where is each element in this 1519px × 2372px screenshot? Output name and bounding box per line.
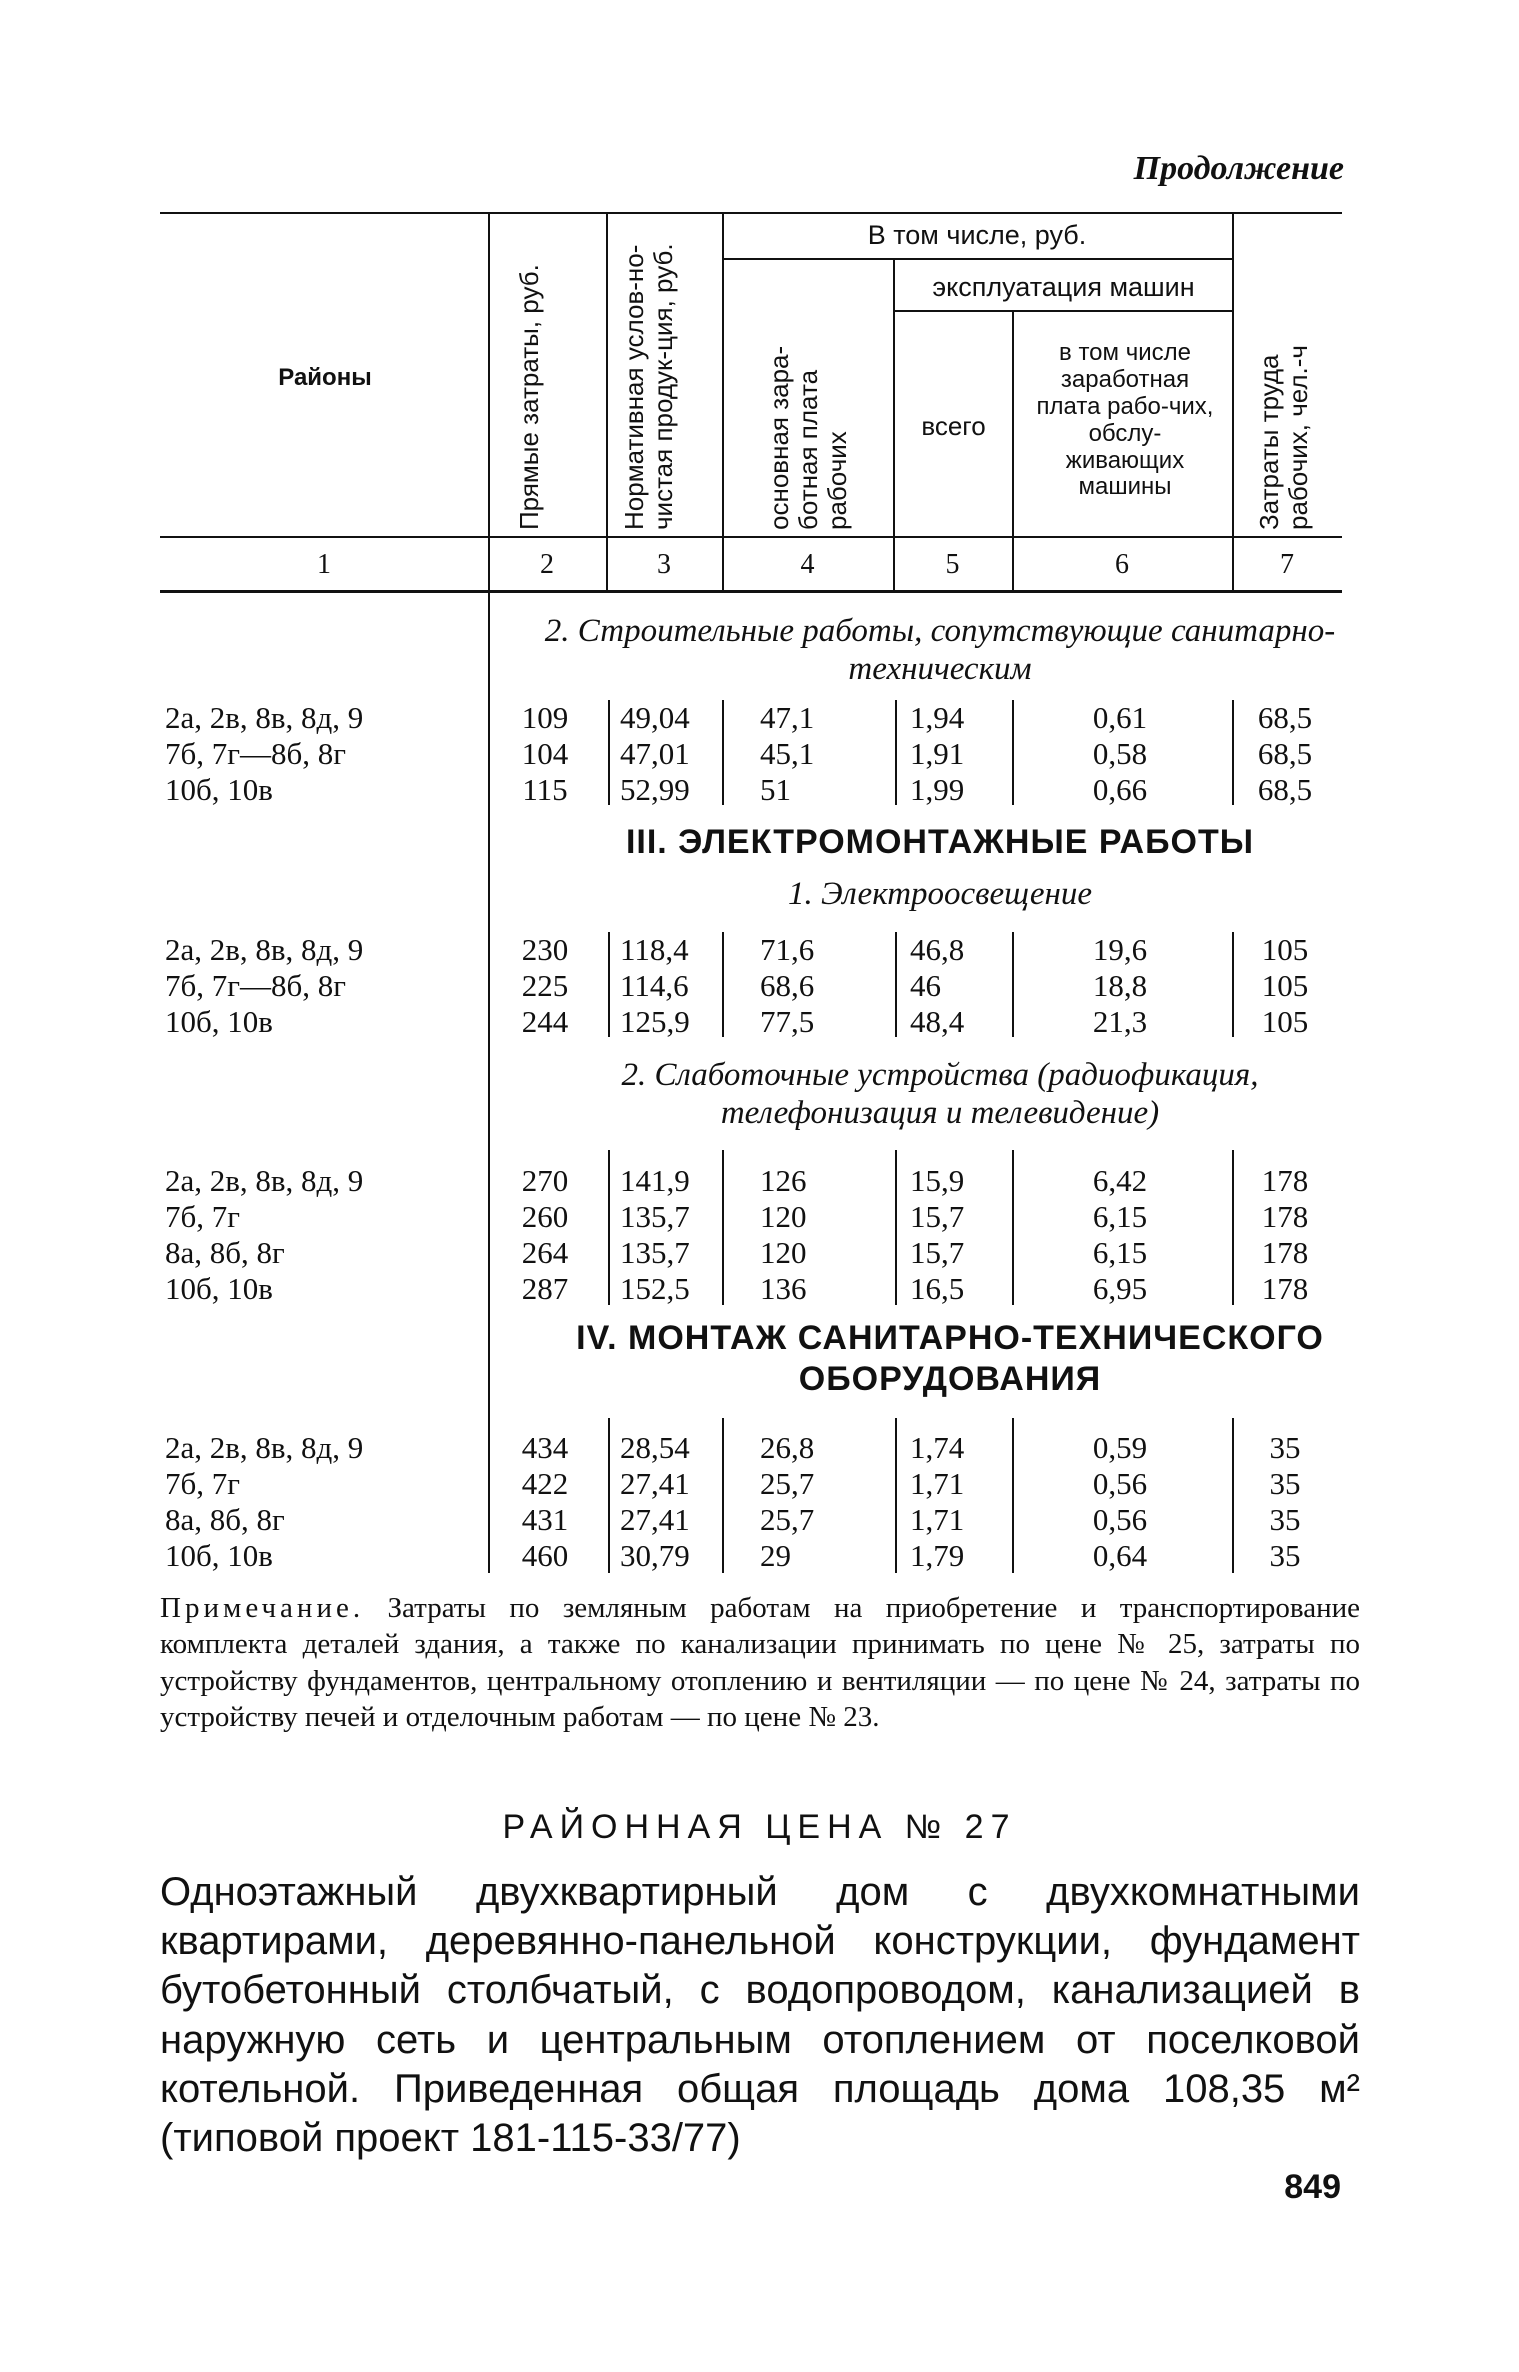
table-row: 8а, 8б, 8г 264 135,7 120 15,7 6,15 178	[165, 1235, 1309, 1270]
row-divider	[1012, 1150, 1014, 1305]
page-number: 849	[1284, 2168, 1341, 2206]
table-row: 7б, 7г 260 135,7 120 15,7 6,15 178	[165, 1199, 1309, 1234]
row-divider	[608, 1418, 610, 1573]
continuation-label: Продолжение	[1133, 150, 1344, 187]
section-rows	[0, 700, 1519, 808]
section-heading: III. ЭЛЕКТРОМОНТАЖНЫЕ РАБОТЫ	[625, 823, 1255, 861]
machine-rule	[895, 310, 1232, 312]
row-divider	[722, 700, 724, 805]
header-bottom-rule	[160, 536, 1342, 538]
table-row: 10б, 10в 115 52,99 51 1,99 0,66 68,5	[165, 772, 1313, 807]
colnum-5: 5	[945, 549, 960, 580]
note-text: Затраты по земляным работам на приобретение и транспортирование комплекта деталей здания, а также по канализации принимать по цене № 25, затраты по устройству фундаментов, центральному отоплению и вентиляции — по цене № 24, затраты по устройству печей и отделочным работам — по цене № 23.	[160, 1592, 1360, 1733]
row-divider	[895, 1418, 897, 1573]
building-description: Одноэтажный двухквартирный дом с двухкомнатными квартирами, деревянно-панельной конструкции, фундамент бутобетонный столбчатый, с водопроводом, канализацией в наружную сеть и центральным отоплением от поселковой котельной. Приведенная общая площадь дома 108,35 м² (типовой проект 181-115-33/77)	[160, 1870, 1360, 2160]
col-divider-3	[722, 212, 724, 592]
colnum-7: 7	[1280, 549, 1294, 580]
table-row: 2а, 2в, 8в, 8д, 9 434 28,54 26,8 1,74 0,59 35	[165, 1430, 1301, 1465]
header-direct-costs: Прямые затраты, руб.	[514, 264, 544, 530]
row-divider	[1012, 1418, 1014, 1573]
table-row: 2а, 2в, 8в, 8д, 9 270 141,9 126 15,9 6,42 178	[165, 1163, 1309, 1198]
row-divider	[1232, 700, 1234, 805]
row-divider	[1012, 700, 1014, 805]
row-divider	[895, 932, 897, 1037]
header-labor: Затраты труда рабочих, чел.-ч	[1254, 345, 1314, 530]
colnum-rule	[160, 590, 1342, 593]
row-divider	[1012, 932, 1014, 1037]
row-divider	[895, 1150, 897, 1305]
header-total: всего	[921, 411, 986, 441]
header-incl-rub: В том числе, руб.	[867, 220, 1087, 250]
col-divider-1	[488, 212, 490, 592]
header-base-wage: основная зара-ботная плата рабочих	[764, 345, 853, 530]
col-divider-2	[606, 212, 608, 592]
table-row: 10б, 10в 287 152,5 136 16,5 6,95 178	[165, 1271, 1309, 1306]
row-divider	[608, 1150, 610, 1305]
table-row: 8а, 8б, 8г 431 27,41 25,7 1,71 0,56 35	[165, 1502, 1301, 1537]
section-title: 1. Электроосвещение	[787, 876, 1093, 912]
header-normative: Нормативная услов-но-чистая продук-ция, руб.	[619, 243, 679, 530]
row-divider	[722, 1150, 724, 1305]
header-incl-wage: в том числе заработная плата рабо-чих, обслу-живающих машины	[1036, 339, 1214, 501]
incl-rub-rule	[722, 258, 1232, 260]
table-row: 2а, 2в, 8в, 8д, 9 109 49,04 47,1 1,94 0,61 68,5	[165, 700, 1313, 735]
header-top-rule	[160, 212, 1342, 214]
table-row: 7б, 7г—8б, 8г 104 47,01 45,1 1,91 0,58 68,5	[165, 736, 1313, 771]
row-divider	[895, 700, 897, 805]
row-divider	[722, 1418, 724, 1573]
table-row: 10б, 10в 244 125,9 77,5 48,4 21,3 105	[165, 1004, 1309, 1039]
section-rows	[0, 932, 1519, 1040]
price-title: РАЙОННАЯ ЦЕНА № 27	[502, 1808, 1017, 1846]
header-districts: Районы	[278, 364, 372, 391]
colnum-4: 4	[800, 549, 815, 580]
section-rows	[0, 1430, 1519, 1574]
note-label: Примечание.	[160, 1592, 365, 1624]
table-row: 7б, 7г 422 27,41 25,7 1,71 0,56 35	[165, 1466, 1301, 1501]
row-divider	[722, 932, 724, 1037]
table-row: 7б, 7г—8б, 8г 225 114,6 68,6 46 18,8 105	[165, 968, 1309, 1003]
colnum-2: 2	[540, 549, 554, 580]
table-row: 10б, 10в 460 30,79 29 1,79 0,64 35	[165, 1538, 1301, 1573]
section-title: 2. Слаботочные устройства (радиофикация, телефонизация и телевидение)	[621, 1057, 1259, 1132]
table-note	[160, 1590, 1360, 1735]
col-divider-6	[1232, 212, 1234, 592]
section-heading: IV. МОНТАЖ САНИТАРНО-ТЕХНИЧЕСКОГО ОБОРУДОВАНИЯ	[576, 1319, 1324, 1398]
colnum-3: 3	[657, 549, 671, 580]
section-title: 2. Строительные работы, сопутствующие санитарно-техническим	[544, 613, 1336, 688]
row-divider	[1232, 1150, 1234, 1305]
row-divider	[608, 700, 610, 805]
table-row: 2а, 2в, 8в, 8д, 9 230 118,4 71,6 46,8 19,6 105	[165, 932, 1309, 967]
row-divider	[1232, 932, 1234, 1037]
row-divider	[608, 932, 610, 1037]
colnum-6: 6	[1115, 549, 1129, 580]
section-rows	[0, 1163, 1519, 1307]
row-divider	[1232, 1418, 1234, 1573]
colnum-1: 1	[317, 549, 331, 580]
header-machine-operation: эксплуатация машин	[932, 272, 1195, 302]
